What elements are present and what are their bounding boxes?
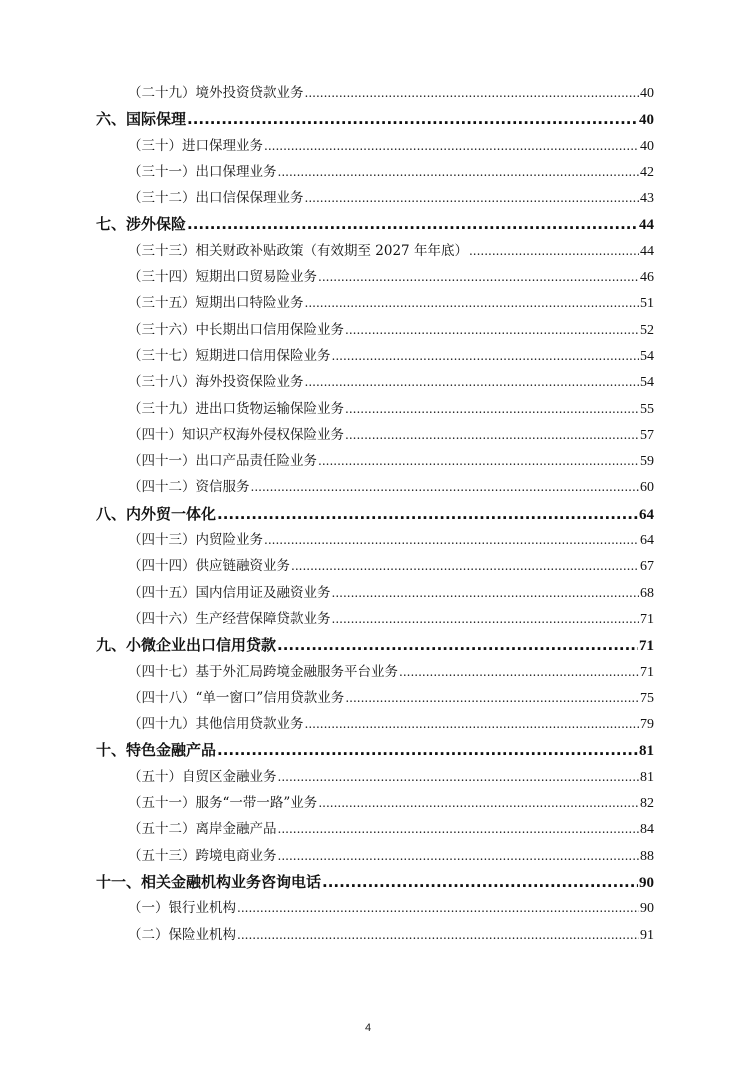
toc-entry[interactable] [96,659,654,685]
toc-entry-title: （五十三）跨境电商业务 [128,847,277,864]
toc-entry[interactable] [96,580,654,606]
toc-entry-title: （四十六）生产经营保障贷款业务 [128,610,331,627]
toc-entry[interactable] [96,238,654,264]
toc-entry-title: （五十）自贸区金融业务 [128,768,277,785]
toc-entry[interactable] [96,895,654,921]
dot-leader [318,448,639,474]
table-of-contents [96,80,654,948]
toc-entry-page: 54 [640,375,654,391]
dot-leader [345,422,639,448]
toc-entry-title: （五十二）离岸金融产品 [128,821,277,838]
toc-entry[interactable] [96,290,654,316]
dot-leader [318,790,639,816]
toc-entry-page: 40 [639,112,654,129]
dot-leader [305,185,640,211]
page-number: 4 [364,1022,372,1034]
toc-entry-page: 44 [639,217,654,234]
toc-entry-page: 91 [640,927,654,943]
toc-entry-title: 十、特色金融产品 [96,741,217,760]
dot-leader [345,685,639,711]
toc-entry-title: （四十五）国内信用证及融资业务 [128,584,331,601]
toc-section-heading[interactable] [96,632,654,658]
dot-leader [217,501,638,527]
toc-entry-title: （四十三）内贸险业务 [128,532,263,549]
dot-leader [187,106,638,132]
toc-entry[interactable] [96,343,654,369]
toc-entry[interactable] [96,553,654,579]
toc-entry[interactable] [96,685,654,711]
toc-entry-page: 55 [640,401,654,417]
toc-entry[interactable] [96,922,654,948]
toc-entry-title: （一）银行业机构 [128,900,236,917]
toc-entry-page: 42 [640,164,654,180]
toc-entry-page: 81 [639,743,654,760]
toc-entry[interactable] [96,159,654,185]
toc-entry[interactable] [96,80,654,106]
toc-entry-page: 84 [640,822,654,838]
toc-entry-title: （四十二）资信服务 [128,479,250,496]
toc-section-heading[interactable] [96,211,654,237]
toc-entry-page: 64 [639,506,654,523]
dot-leader [305,711,640,737]
toc-entry[interactable] [96,606,654,632]
toc-entry-page: 90 [639,874,654,891]
toc-entry-page: 81 [640,769,654,785]
dot-leader [318,264,639,290]
dot-leader [278,843,640,869]
toc-entry-title: （三十四）短期出口贸易险业务 [128,269,317,286]
toc-entry-page: 60 [640,480,654,496]
toc-entry-page: 90 [640,901,654,917]
dot-leader [187,211,638,237]
dot-leader [217,737,638,763]
dot-leader [332,606,640,632]
dot-leader [469,238,639,264]
toc-entry-title: （五十一）服务“一带一路”业务 [128,795,318,812]
toc-entry-title: （三十五）短期出口特险业务 [128,295,304,312]
toc-entry-page: 40 [640,86,654,101]
toc-entry-page: 40 [640,138,654,154]
toc-entry-title: （三十二）出口信保保理业务 [128,190,304,207]
toc-section-heading[interactable] [96,869,654,895]
toc-entry-page: 71 [640,664,654,680]
toc-entry-title: （三十七）短期进口信用保险业务 [128,347,331,364]
toc-entry[interactable] [96,185,654,211]
toc-section-heading[interactable] [96,106,654,132]
toc-entry[interactable] [96,264,654,290]
toc-entry-title: （三十八）海外投资保险业务 [128,374,304,391]
toc-entry[interactable] [96,317,654,343]
toc-entry[interactable] [96,133,654,159]
toc-entry-page: 82 [640,796,654,812]
toc-entry-title: 六、国际保理 [96,110,187,129]
toc-entry[interactable] [96,711,654,737]
toc-entry-page: 43 [640,191,654,207]
dot-leader [322,869,638,895]
toc-entry-page: 79 [640,717,654,733]
toc-entry-title: （四十八）“单一窗口”信用贷款业务 [128,689,345,706]
toc-entry-title: （四十九）其他信用贷款业务 [128,716,304,733]
toc-entry-page: 75 [640,690,654,706]
toc-entry-title: （三十三）相关财政补贴政策（有效期至 2027 年年底） [128,242,468,259]
toc-entry-page: 71 [639,638,654,655]
dot-leader [277,632,638,658]
dot-leader [278,816,640,842]
toc-entry-title: （四十七）基于外汇局跨境金融服务平台业务 [128,663,398,680]
toc-entry-title: 九、小微企业出口信用贷款 [96,636,277,655]
toc-entry-title: （四十）知识产权海外侵权保险业务 [128,426,344,443]
dot-leader [332,580,640,606]
toc-section-heading[interactable] [96,737,654,763]
toc-entry-title: （四十一）出口产品责任险业务 [128,453,317,470]
toc-entry-page: 44 [640,243,654,259]
toc-entry-page: 54 [640,348,654,364]
toc-entry[interactable] [96,816,654,842]
toc-entry-title: （三十九）进出口货物运输保险业务 [128,400,344,417]
dot-leader [305,290,640,316]
toc-entry[interactable] [96,369,654,395]
toc-entry-title: （二十九）境外投资贷款业务 [128,85,304,101]
toc-entry[interactable] [96,843,654,869]
dot-leader [399,659,639,685]
toc-entry[interactable] [96,790,654,816]
dot-leader [345,317,639,343]
toc-entry-title: 八、内外贸一体化 [96,504,217,523]
toc-entry-page: 51 [640,296,654,312]
toc-entry-page: 52 [640,322,654,338]
dot-leader [332,343,640,369]
toc-section-heading[interactable] [96,501,654,527]
toc-entry[interactable] [96,527,654,553]
toc-entry-page: 64 [640,533,654,549]
toc-entry[interactable] [96,764,654,790]
dot-leader [251,474,640,500]
dot-leader [345,396,639,422]
dot-leader [305,369,640,395]
toc-entry-page: 57 [640,427,654,443]
dot-leader [237,895,639,921]
toc-entry-title: （三十）进口保理业务 [128,137,263,154]
toc-entry-page: 71 [640,611,654,627]
toc-entry-title: 十一、相关金融机构业务咨询电话 [96,872,322,891]
toc-entry-title: （三十六）中长期出口信用保险业务 [128,321,344,338]
dot-leader [278,764,640,790]
dot-leader [291,553,639,579]
toc-entry[interactable] [96,422,654,448]
toc-entry-page: 67 [640,559,654,575]
toc-entry-title: （三十一）出口保理业务 [128,163,277,180]
dot-leader [264,133,639,159]
toc-entry-page: 59 [640,454,654,470]
toc-entry[interactable] [96,396,654,422]
toc-entry[interactable] [96,448,654,474]
dot-leader [278,159,640,185]
toc-entry-title: 七、涉外保险 [96,215,187,234]
toc-entry[interactable] [96,474,654,500]
toc-entry-page: 88 [640,848,654,864]
dot-leader [305,80,640,106]
toc-entry-title: （四十四）供应链融资业务 [128,558,290,575]
toc-entry-page: 46 [640,270,654,286]
toc-entry-page: 68 [640,585,654,601]
toc-entry-title: （二）保险业机构 [128,926,236,943]
dot-leader [237,922,639,948]
dot-leader [264,527,639,553]
